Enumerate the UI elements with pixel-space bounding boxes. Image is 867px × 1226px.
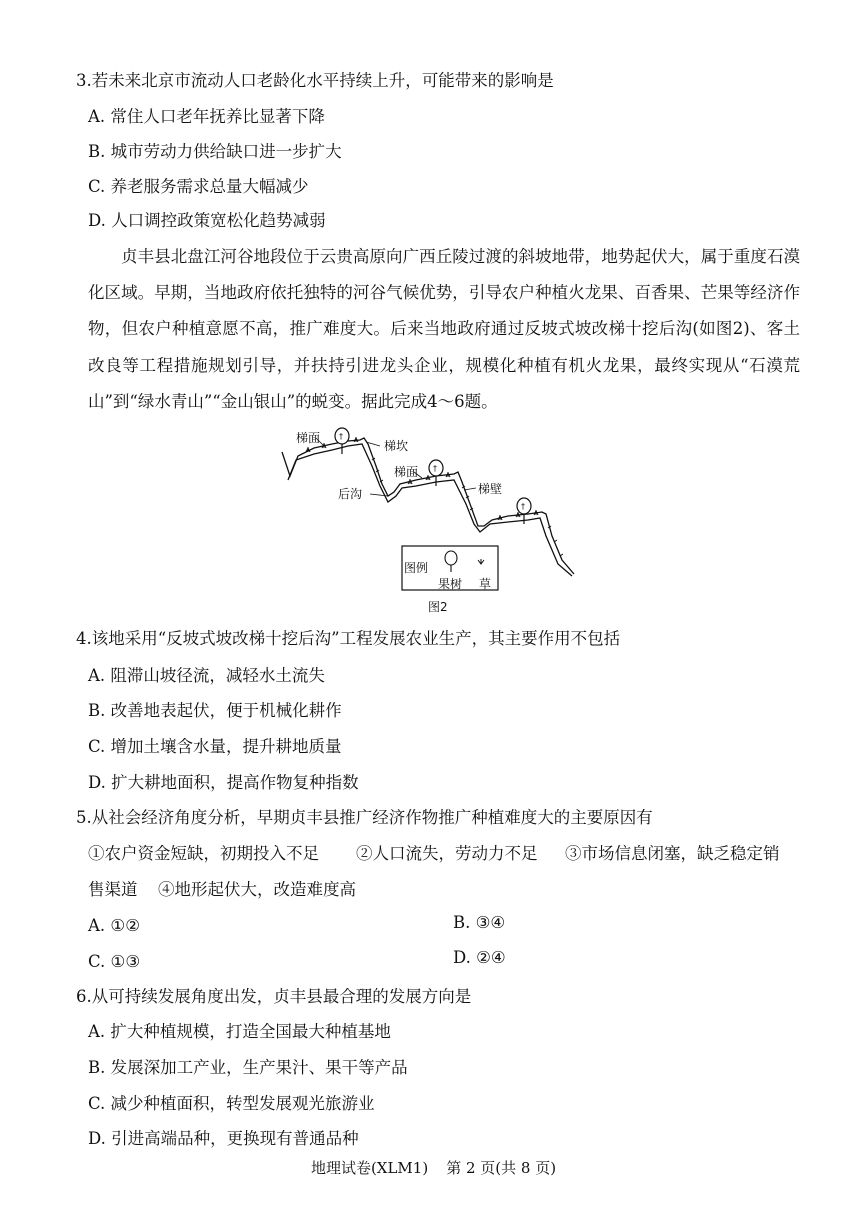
q4-option-d: D. 扩大耕地面积，提高作物复种指数 [88, 773, 359, 792]
q4-stem: 4.该地采用“反坡式坡改梯十挖后沟”工程发展农业生产，其主要作用不包括 [76, 629, 621, 648]
label-terrace-face-1: 梯面 [296, 431, 321, 445]
q3-option-a: A. 常住人口老年抚养比显著下降 [88, 107, 325, 126]
q4-option-b: B. 改善地表起伏，便于机械化耕作 [88, 701, 342, 720]
label-terrace-wall: 梯壁 [478, 482, 503, 496]
label-back-ditch: 后沟 [338, 487, 363, 501]
legend-grass: 草 [479, 577, 492, 591]
q6-option-c: C. 减少种植面积，转型发展观光旅游业 [88, 1094, 375, 1113]
page-footer [0, 1157, 867, 1179]
q5-option-b: B. ③④ [453, 913, 506, 932]
q5-item-3: ③市场信息闭塞，缺乏稳定销 [565, 844, 780, 863]
q6-stem: 6.从可持续发展角度出发，贞丰县最合理的发展方向是 [76, 987, 472, 1006]
q6-option-b: B. 发展深加工产业，生产果汁、果干等产品 [88, 1058, 408, 1077]
footer-page-number: 第 2 页(共 8 页) [446, 1159, 557, 1177]
q5-item-1: ①农户资金短缺，初期投入不足 [88, 844, 319, 863]
q3-stem: 3.若未来北京市流动人口老龄化水平持续上升，可能带来的影响是 [76, 71, 554, 90]
svg-text:†: † [433, 464, 437, 473]
q4-option-a: A. 阻滞山坡径流，减轻水土流失 [88, 666, 325, 685]
q5-stem: 5.从社会经济角度分析，早期贞丰县推广经济作物推广种植难度大的主要原因有 [76, 808, 653, 827]
q5-option-a: A. ①② [88, 916, 140, 935]
reading-passage: 贞丰县北盘江河谷地段位于云贵高原向广西丘陵过渡的斜坡地带，地势起伏大，属于重度石漠化区域。早期，当地政府依托独特的河谷气候优势，引导农户种植火龙果、百香果、芒果等经济作物，但农户种植意愿不高，推广难度大。后来当地政府通过反坡式坡改梯十挖后沟(如图2)、客土改良等工程措施规划引导，并扶持引进龙头企业，规模化种植有机火龙果，最终实现从“石漠荒山”到“绿水青山”“金山银山”的蜕变。据此完成4～6题。 [88, 247, 800, 411]
q6-option-a: A. 扩大种植规模，打造全国最大种植基地 [88, 1022, 391, 1041]
q3-option-c: C. 养老服务需求总量大幅减少 [88, 177, 309, 196]
footer-subject: 地理试卷(XLM1) [310, 1159, 429, 1177]
q6-option-d: D. 引进高端品种，更换现有普通品种 [88, 1129, 359, 1148]
q3-option-b: B. 城市劳动力供给缺口进一步扩大 [88, 142, 342, 161]
legend-title: 图例 [404, 561, 429, 575]
q4-option-c: C. 增加土壤含水量，提升耕地质量 [88, 737, 342, 756]
q5-option-c: C. ①③ [88, 952, 141, 971]
legend-fruit-tree: 果树 [438, 577, 463, 591]
q5-item-3-continued: 售渠道 [88, 880, 138, 899]
q3-option-d: D. 人口调控政策宽松化趋势减弱 [88, 211, 326, 230]
svg-text:†: † [339, 432, 343, 441]
q5-item-4: ④地形起伏大，改造难度高 [158, 880, 356, 899]
label-terrace-face-2: 梯面 [394, 465, 419, 479]
terrace-diagram [276, 424, 586, 619]
q5-option-d: D. ②④ [453, 948, 506, 967]
q5-item-2: ②人口流失，劳动力不足 [356, 844, 538, 863]
svg-text:†: † [521, 502, 525, 511]
figure-caption: 图2 [428, 600, 448, 614]
label-terrace-ridge: 梯坎 [384, 439, 409, 453]
